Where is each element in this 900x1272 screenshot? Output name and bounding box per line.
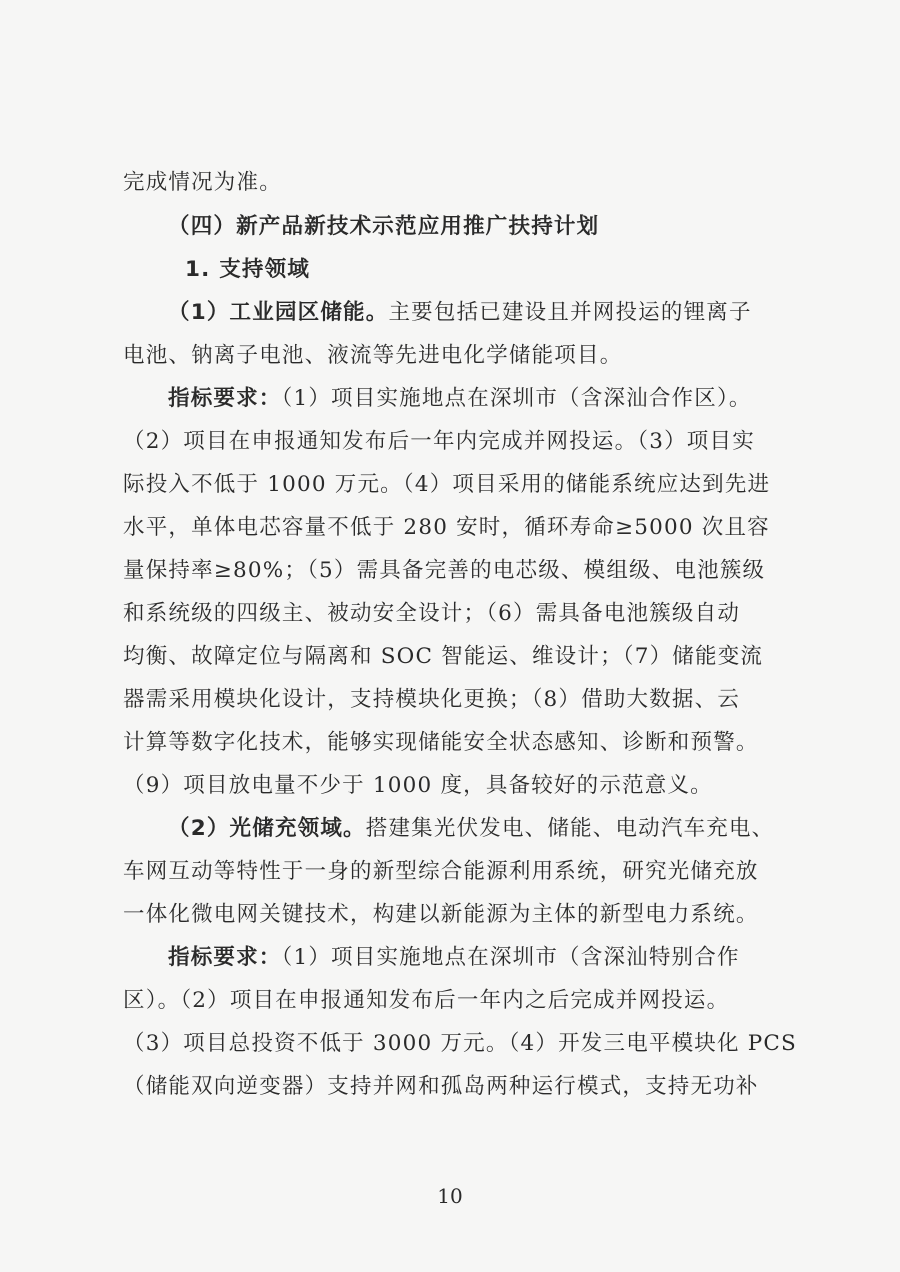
paragraph-line xyxy=(168,814,774,844)
text-line: 际投入不低于 1000 万元。（4）项目采用的储能系统应达到先进 xyxy=(123,472,771,497)
text-line: （3）项目总投资不低于 3000 万元。（4）开发三电平模块化 PCS xyxy=(123,1031,797,1056)
requirement-label: 指标要求： xyxy=(168,386,282,411)
text-line: 电池、钠离子电池、液流等先进电化学储能项目。 xyxy=(123,343,623,368)
page-number: 10 xyxy=(437,1184,463,1208)
text-line: （9）项目放电量不少于 1000 度，具备较好的示范意义。 xyxy=(123,773,713,798)
paragraph-line xyxy=(168,384,752,414)
text-line: 水平，单体电芯容量不低于 280 安时，循环寿命≥5000 次且容 xyxy=(123,515,770,540)
text-line: 均衡、故障定位与隔离和 SOC 智能运、维设计；（7）储能变流 xyxy=(123,644,764,669)
text-line: 器需采用模块化设计，支持模块化更换；（8）借助大数据、云 xyxy=(123,687,741,712)
requirement-text: （1）项目实施地点在深圳市（含深汕合作区）。 xyxy=(281,386,752,411)
item-heading: （1）工业园区储能。 xyxy=(168,300,389,325)
item-text: 搭建集光伏发电、储能、电动汽车充电、 xyxy=(365,816,775,841)
text-line: 计算等数字化技术，能够实现储能安全状态感知、诊断和预警。 xyxy=(123,730,759,755)
requirement-text: （1）项目实施地点在深圳市（含深汕特别合作 xyxy=(281,945,740,970)
subsection-heading: 1. 支持领域 xyxy=(185,257,311,282)
item-text: 主要包括已建设且并网投运的锂离子 xyxy=(388,300,752,325)
paragraph-line xyxy=(168,943,740,973)
text-line: 区）。（2）项目在申报通知发布后一年内之后完成并网投运。 xyxy=(123,988,730,1013)
item-heading: （2）光储充领域。 xyxy=(168,816,366,841)
section-heading: （四）新产品新技术示范应用推广扶持计划 xyxy=(168,214,600,239)
text-line: 和系统级的四级主、被动安全设计；（6）需具备电池簇级自动 xyxy=(123,601,741,626)
text-line: 一体化微电网关键技术，构建以新能源为主体的新型电力系统。 xyxy=(123,902,759,927)
text-line: （2）项目在申报通知发布后一年内完成并网投运。（3）项目实 xyxy=(123,429,755,454)
text-line: （储能双向逆变器）支持并网和孤岛两种运行模式，支持无功补 xyxy=(123,1074,759,1099)
requirement-label: 指标要求： xyxy=(168,945,282,970)
paragraph-line xyxy=(168,298,752,328)
text-line: 完成情况为准。 xyxy=(123,170,282,195)
text-line: 车网互动等特性于一身的新型综合能源利用系统，研究光储充放 xyxy=(123,859,759,884)
text-line: 量保持率≥80%；（5）需具备完善的电芯级、模组级、电池簇级 xyxy=(123,558,766,583)
